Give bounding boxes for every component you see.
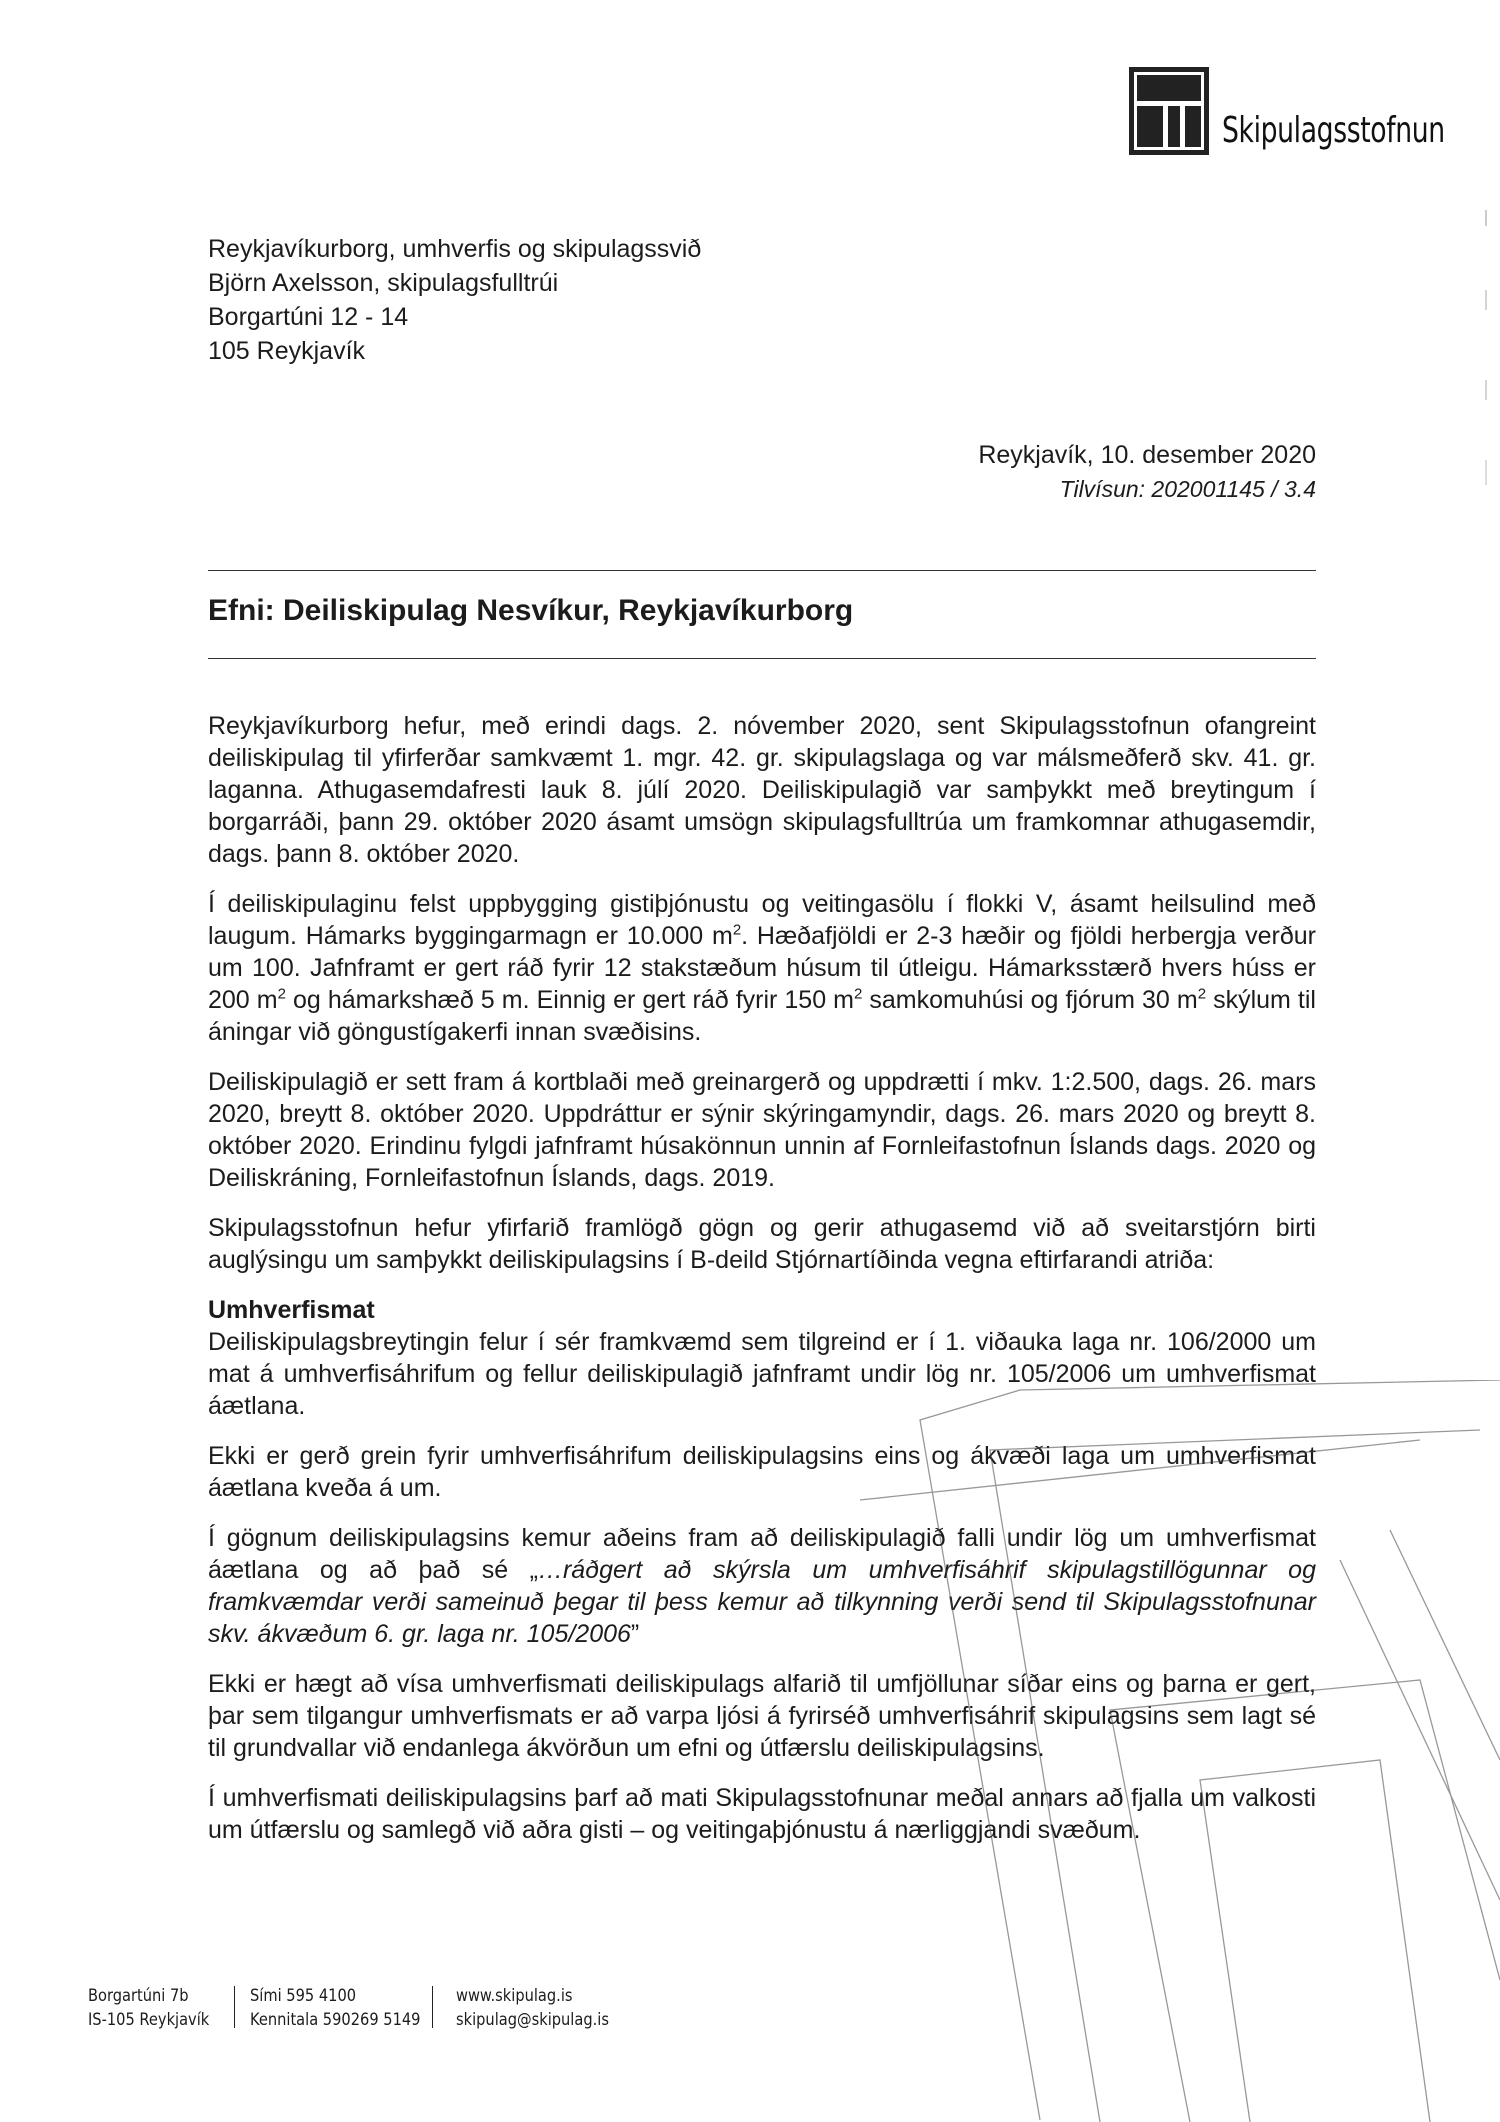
superscript: 2 bbox=[277, 985, 286, 1003]
paragraph: Ekki er gerð grein fyrir umhverfisáhrifum deiliskipulagsins eins og ákvæði laga um umhverfismat áætlana kveða á um. bbox=[208, 1442, 1316, 1502]
letter-date-block bbox=[978, 438, 1316, 506]
quoted-text: …ráðgert að skýrsla um umhverfisáhrif skipulagstillögunnar og framkvæmdar verði sameinuð þegar til þess kemur að tilkynning verði send til Skipulagsstofnunar skv. ákvæðum 6. gr. laga nr. 105/2006 bbox=[208, 1556, 1316, 1648]
superscript: 2 bbox=[732, 921, 742, 939]
footer-text: IS-105 Reykjavík bbox=[88, 2010, 210, 2030]
paragraph: Reykjavíkurborg hefur, með erindi dags. 2. nóvember 2020, sent Skipulagsstofnun ofangreint deiliskipulag til yfirferðar samkvæmt 1. mgr. 42. gr. skipulagslaga og var málsmeðferð skv. 41. gr. laganna. Athugasemdafresti lauk 8. júlí 2020. Deiliskipulagið var samþykkt með breytingum í borgarráði, þann 29. október 2020 ásamt umsögn skipulagsfulltrúa um framkomnar athugasemdir, dags. þann 8. október 2020. bbox=[208, 712, 1316, 868]
text-run: og hámarkshæð 5 m. Einnig er gert ráð fyrir 150 m bbox=[285, 986, 854, 1014]
subject-heading: Efni: Deiliskipulag Nesvíkur, Reykjavíkurborg bbox=[208, 594, 854, 627]
footer-text: Borgartúni 7b bbox=[88, 1986, 189, 2006]
text-run: skýlum til áningar við göngustígakerfi innan svæðisins. bbox=[208, 986, 1316, 1046]
paragraph: Deiliskipulagsbreytingin felur í sér framkvæmd sem tilgreind er í 1. viðauka laga nr. 106/2000 um mat á umhverfisáhrifum og fellur deiliskipulagið jafnframt undir lög nr. 105/2006 um umhverfismat áætlana. bbox=[208, 1328, 1316, 1420]
recipient-line: Reykjavíkurborg, umhverfis og skipulagssvið bbox=[208, 235, 702, 263]
letter-body bbox=[208, 710, 1316, 1864]
website-link[interactable]: www.skipulag.is bbox=[456, 1986, 573, 2006]
footer-text: Kennitala 590269 5149 bbox=[250, 2010, 421, 2030]
skipulagsstofnun-logo-mark bbox=[1128, 66, 1210, 156]
divider bbox=[208, 570, 1316, 571]
footer-address bbox=[88, 1984, 209, 2032]
section-heading: Umhverfismat bbox=[208, 1296, 375, 1324]
text-run: . Hæðafjöldi er 2-3 hæðir og fjöldi herbergja verður um 100. Jafnframt er gert ráð fyrir 12 stakstæðum húsum til útleigu. Hámarksstærð hvers húss er 200 m bbox=[208, 922, 1316, 1014]
text-run: ” bbox=[630, 1620, 640, 1648]
recipient-line: Borgartúni 12 - 14 bbox=[208, 303, 409, 331]
paragraph: Skipulagsstofnun hefur yfirfarið framlögð gögn og gerir athugasemd við að sveitarstjórn birti auglýsingu um samþykkt deiliskipulagsins í B-deild Stjórnartíðinda vegna eftirfarandi atriða: bbox=[208, 1214, 1316, 1274]
recipient-line: 105 Reykjavík bbox=[208, 337, 366, 365]
margin-marks bbox=[1476, 200, 1496, 500]
paragraph: Ekki er hægt að vísa umhverfismati deiliskipulags alfarið til umfjöllunar síðar eins og þarna er gert, þar sem tilgangur umhverfismats er að varpa ljósi á fyrirséð umhverfisáhrif skipulagsins sem lagt sé til grundvallar við endanlega ákvörðun um efni og útfærslu deiliskipulagsins. bbox=[208, 1670, 1316, 1762]
superscript: 2 bbox=[853, 985, 863, 1003]
footer-divider bbox=[234, 1986, 235, 2028]
organization-logo bbox=[1128, 66, 1445, 156]
reference-number: Tilvísun: 202001145 / 3.4 bbox=[1059, 476, 1316, 502]
paragraph bbox=[208, 888, 1316, 1048]
text-run: Í gögnum deiliskipulagsins kemur aðeins fram að deiliskipulagið falli undir lög um umhverfismat áætlana og að það sé „ bbox=[208, 1524, 1316, 1584]
divider bbox=[208, 658, 1316, 659]
footer-contact bbox=[250, 1984, 420, 2032]
superscript: 2 bbox=[1197, 985, 1207, 1003]
text-run: Í deiliskipulaginu felst uppbygging gistiþjónustu og veitingasölu í flokki V, ásamt heilsulind með laugum. Hámarks byggingarmagn er 10.000 m bbox=[208, 890, 1316, 950]
logo-wordmark: Skipulagsstofnun bbox=[1222, 110, 1445, 151]
letter-date: Reykjavík, 10. desember 2020 bbox=[978, 441, 1316, 469]
footer-web bbox=[456, 1984, 609, 2032]
email-link[interactable]: skipulag@skipulag.is bbox=[456, 2010, 609, 2030]
text-run: samkomuhúsi og fjórum 30 m bbox=[862, 986, 1198, 1014]
footer-text: Sími 595 4100 bbox=[250, 1986, 357, 2006]
footer-divider bbox=[432, 1986, 433, 2028]
paragraph bbox=[208, 1522, 1316, 1650]
recipient-address bbox=[208, 232, 701, 368]
paragraph: Deiliskipulagið er sett fram á kortblaði með greinargerð og uppdrætti í mkv. 1:2.500, dags. 26. mars 2020, breytt 8. október 2020. Uppdráttur er sýnir skýringamyndir, dags. 26. mars 2020 og breytt 8. október 2020. Erindinu fylgdi jafnframt húsakönnun unnin af Fornleifastofnun Íslands dags. 2020 og Deiliskráning, Fornleifastofnun Íslands, dags. 2019. bbox=[208, 1068, 1316, 1192]
paragraph: Í umhverfismati deiliskipulagsins þarf að mati Skipulagsstofnunar meðal annars að fjalla um valkosti um útfærslu og samlegð við aðra gisti – og veitingaþjónustu á nærliggjandi svæðum. bbox=[208, 1784, 1316, 1844]
recipient-line: Björn Axelsson, skipulagsfulltrúi bbox=[208, 269, 559, 297]
